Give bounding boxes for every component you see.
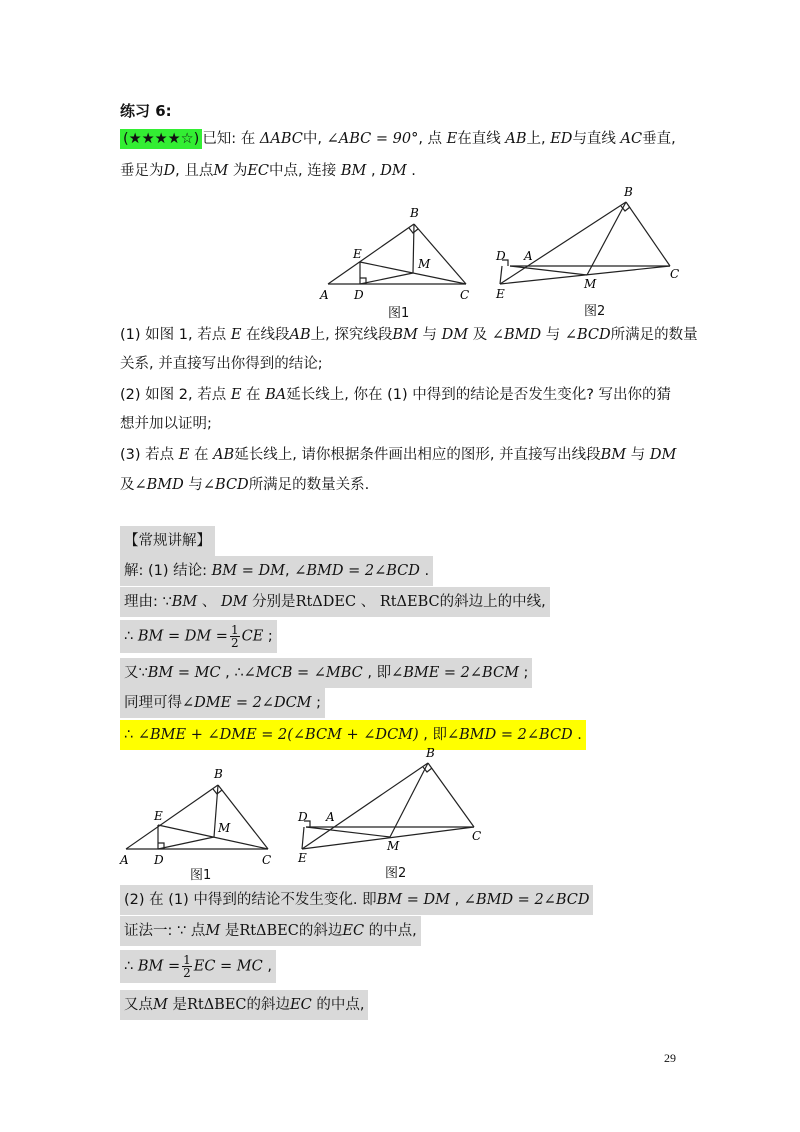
fig1-caption-bottom: 图1 (190, 868, 212, 883)
fig1b-label-a: A (120, 853, 129, 867)
solution-highlight (120, 916, 421, 946)
math-seg-dm: DM (220, 594, 248, 610)
fig1-label-a: A (320, 288, 329, 302)
fraction-half (230, 624, 240, 649)
solution-text: 、 (360, 594, 376, 610)
math-eq: ∠BME + ∠DME = 2(∠BCM + ∠DCM) (137, 727, 419, 743)
math-point-e: E (178, 447, 190, 463)
math-seg-bm: BM (600, 447, 627, 463)
solution-text: ; (523, 665, 529, 681)
question-text: 与 (422, 327, 437, 343)
fraction-numerator: 1 (230, 623, 239, 637)
question-1-line-2: 关系, 并直接写出你得到的结论; (120, 356, 323, 372)
fig2-label-c: C (670, 267, 680, 281)
math-seg-bm: BM (392, 327, 418, 343)
math-seg-ab: AB (505, 131, 527, 147)
fig1-label-d: D (354, 288, 364, 302)
question-3-line-1 (120, 444, 676, 466)
page-number: 29 (664, 1051, 676, 1065)
math-seg-ab: AB (289, 327, 311, 343)
math-triangle-abc: ΔABC (259, 131, 303, 147)
math-seg-dm: DM (380, 163, 407, 179)
solution-header: 【常规讲解】 (120, 526, 215, 556)
solution-text: 理由: ∵ (124, 594, 172, 610)
fig1b-label-c: C (262, 853, 272, 867)
figure-2-bottom (292, 745, 492, 870)
question-text: 在 (193, 447, 209, 463)
math-eq: BM = DM = (137, 628, 228, 645)
solution-highlight (120, 587, 550, 617)
math-angle-bcd: ∠BCD (202, 477, 249, 493)
math-eq: ∠DME = 2∠DCM (182, 695, 312, 711)
math-point-m: M (153, 997, 168, 1013)
question-1-line-1 (120, 324, 698, 346)
solution-text: 的斜边上的中线, (439, 594, 546, 610)
fig2-label-d: D (496, 249, 506, 263)
fraction-half (182, 954, 192, 979)
solution-text: ∴ (124, 958, 134, 975)
math-eq: ∠BMD = 2∠BCD (463, 892, 590, 908)
solution-text: 、 (201, 594, 217, 610)
fig2-caption-top: 图2 (584, 304, 606, 319)
fig1-caption-top: 图1 (388, 306, 410, 321)
math-seg-ac: AC (620, 131, 643, 147)
question-3-line-2 (120, 474, 369, 496)
solution-highlight (120, 658, 532, 688)
question-text: 在 (246, 387, 261, 403)
question-text: 所满足的数量 (610, 327, 698, 343)
math-point-e: E (230, 327, 242, 343)
fig2-label-e: E (496, 287, 505, 301)
fig2-seg-ed (500, 266, 502, 284)
solution-text: 分别是 (252, 594, 296, 610)
problem-text: . (411, 163, 416, 179)
exercise-title: 练习 6: (120, 102, 172, 120)
solution-text: , ∴ (225, 665, 244, 681)
problem-text: 垂直, (642, 131, 676, 147)
fig2b-label-a: A (326, 810, 335, 824)
math-point-d: D (163, 163, 176, 179)
solution-text: 是 (172, 997, 187, 1013)
fig2b-seg-eb (302, 763, 428, 849)
solution-text: , 即 (367, 665, 392, 681)
math-seg-ab: AB (213, 447, 235, 463)
fig2-seg-bc (626, 202, 670, 266)
figure-1-bottom (118, 765, 283, 877)
solution-line-3 (120, 620, 277, 653)
solution-highlight (120, 885, 593, 915)
math-seg-ec: EC (342, 923, 365, 939)
solution-text: 的斜边 (246, 997, 291, 1013)
problem-text: 中点, 连接 (269, 163, 337, 179)
solution-highlight (120, 688, 325, 718)
question-text: (1) 如图 1, 若点 (120, 327, 227, 343)
question-text: (2) 如图 2, 若点 (120, 387, 227, 403)
math-point-m: M (213, 163, 229, 179)
fig1-seg-dm (360, 273, 413, 284)
fig2-label-b: B (624, 185, 633, 199)
solution-text: 的斜边 (298, 923, 343, 939)
question-text: 与 (188, 477, 203, 493)
math-eq: ∠BMD = 2∠BCD (294, 563, 420, 579)
math-tri-bec: RtΔBEC (186, 997, 247, 1013)
solution-text: ; (316, 695, 322, 711)
solution-header-line (120, 526, 215, 556)
problem-text: 已知: 在 (202, 131, 256, 147)
question-2-line-2: 想并加以证明; (120, 416, 212, 432)
fig1-seg-bm (413, 224, 414, 273)
fig1-label-b: B (410, 206, 419, 220)
math-point-m: M (205, 923, 221, 939)
math-point-e: E (446, 131, 458, 147)
math-seg-ec: EC (290, 997, 312, 1013)
math-tri-bec: RtΔBEC (239, 923, 299, 939)
fig2b-label-c: C (472, 829, 482, 843)
fig1b-label-e: E (154, 809, 163, 823)
fig2-label-a: A (524, 249, 533, 263)
fig2b-label-d: D (298, 810, 308, 824)
math-seg-bm: BM (171, 594, 198, 610)
fig1b-seg-dm (158, 837, 214, 849)
solution-text: ; (267, 628, 273, 645)
solution-text: 的中点, (316, 997, 365, 1013)
question-text: 与 (630, 447, 646, 463)
solution-highlight (120, 620, 277, 653)
difficulty-stars: (★★★★☆) (120, 129, 202, 149)
fig1b-label-m: M (218, 821, 231, 835)
math-angle-bmd: ∠BMD (134, 477, 184, 493)
math-eq: BM = DM (211, 563, 285, 579)
solution-line-9 (120, 950, 276, 983)
solution-line-7 (120, 885, 593, 915)
fig2b-label-b: B (426, 746, 435, 760)
math-seg-ce: CE (241, 628, 264, 645)
solution-line-10 (120, 990, 368, 1020)
math-eq: ∠MCB = ∠MBC (243, 665, 363, 681)
question-text: 在线段 (246, 327, 290, 343)
fig1b-label-d: D (154, 853, 164, 867)
fig2b-label-m: M (387, 839, 400, 853)
fig2b-seg-dm (306, 827, 390, 837)
fig2b-seg-ed (302, 827, 304, 849)
math-angle-bmd: ∠BMD (491, 327, 542, 343)
fig2-caption-bottom: 图2 (385, 866, 407, 881)
math-tri-dec: RtΔDEC (295, 594, 357, 610)
fig2-label-m: M (584, 277, 597, 291)
fig2-seg-bm (587, 202, 626, 275)
math-angle-bcd: ∠BCD (564, 327, 611, 343)
math-seg-ba: BA (265, 387, 287, 403)
question-text: 及 (120, 477, 135, 493)
fraction-denominator: 2 (230, 636, 239, 650)
solution-text: . (577, 727, 582, 743)
fig2b-seg-bm (390, 763, 428, 837)
solution-text: , (267, 958, 272, 975)
problem-text: 垂足为 (120, 163, 164, 179)
fig1b-label-b: B (214, 767, 223, 781)
solution-text: (2) 在 (1) 中得到的结论不发生变化. 即 (124, 892, 377, 908)
question-text: (3) 若点 (120, 447, 175, 463)
solution-text: , 即 (423, 727, 447, 743)
math-eq: BM = DM (376, 892, 450, 908)
math-tri-ebc: RtΔEBC (379, 594, 440, 610)
problem-text: , 且点 (175, 163, 214, 179)
problem-text: 为 (232, 163, 248, 179)
problem-text: 上, (526, 131, 546, 147)
solution-text: 又∵ (124, 665, 148, 681)
solution-text: 解: (1) 结论: (124, 563, 208, 579)
question-text: 所满足的数量关系. (248, 477, 370, 493)
solution-line-5 (120, 688, 325, 718)
fig1-label-e: E (353, 247, 362, 261)
fig1-label-m: M (418, 257, 431, 271)
math-eq: BM = (137, 958, 181, 975)
math-eq: EC = MC (193, 958, 263, 975)
solution-text: ∴ (124, 628, 134, 645)
math-eq: ∠BMD = 2∠BCD (447, 727, 573, 743)
problem-text: , 点 (418, 131, 443, 147)
math-eq: ∠BME = 2∠BCM (391, 665, 519, 681)
question-text: 上, 探究线段 (310, 327, 393, 343)
question-text: 延长线上, 你在 (1) 中得到的结论是否发生变化? 写出你的猜 (286, 387, 672, 403)
solution-line-1 (120, 556, 433, 586)
fraction-denominator: 2 (183, 966, 191, 980)
math-seg-dm: DM (649, 447, 677, 463)
solution-text: ∴ (124, 727, 134, 743)
math-seg-ec: EC (247, 163, 270, 179)
solution-line-8 (120, 916, 421, 946)
fig2b-label-e: E (298, 851, 307, 865)
question-text: 及 (472, 327, 488, 343)
solution-highlight (120, 990, 368, 1020)
math-seg-dm: DM (441, 327, 469, 343)
math-point-e: E (230, 387, 242, 403)
solution-text: . (424, 563, 430, 579)
solution-text: 的中点, (368, 923, 417, 939)
fraction-numerator: 1 (183, 953, 191, 967)
question-2-line-1 (120, 384, 671, 406)
solution-line-4 (120, 658, 532, 688)
math-seg-bm: BM (340, 163, 367, 179)
solution-text: 又点 (124, 997, 153, 1013)
figure-2-top (490, 184, 690, 304)
solution-line-2 (120, 587, 550, 617)
solution-highlight (120, 556, 433, 586)
solution-text: , (284, 563, 290, 579)
solution-text: 同理可得 (124, 695, 182, 711)
figure-1-top (318, 200, 478, 310)
problem-text: 在直线 (457, 131, 501, 147)
solution-text: , (454, 892, 460, 908)
problem-line-2 (120, 160, 416, 182)
problem-text: 与直线 (572, 131, 616, 147)
solution-text: 证法一: ∵ 点 (124, 923, 206, 939)
solution-highlight (120, 950, 276, 983)
fig1-label-c: C (460, 288, 470, 302)
math-seg-ed: ED (550, 131, 573, 147)
problem-text: , (370, 163, 376, 179)
solution-text: 是 (224, 923, 240, 939)
problem-text: 中, (302, 131, 322, 147)
math-angle-abc: ∠ABC = 90° (326, 131, 419, 147)
question-text: 与 (545, 327, 561, 343)
math-eq: BM = MC (147, 665, 221, 681)
fig2b-seg-bc (428, 763, 474, 827)
problem-line-1 (120, 128, 676, 150)
question-text: 延长线上, 请你根据条件画出相应的图形, 并直接写出线段 (234, 447, 601, 463)
